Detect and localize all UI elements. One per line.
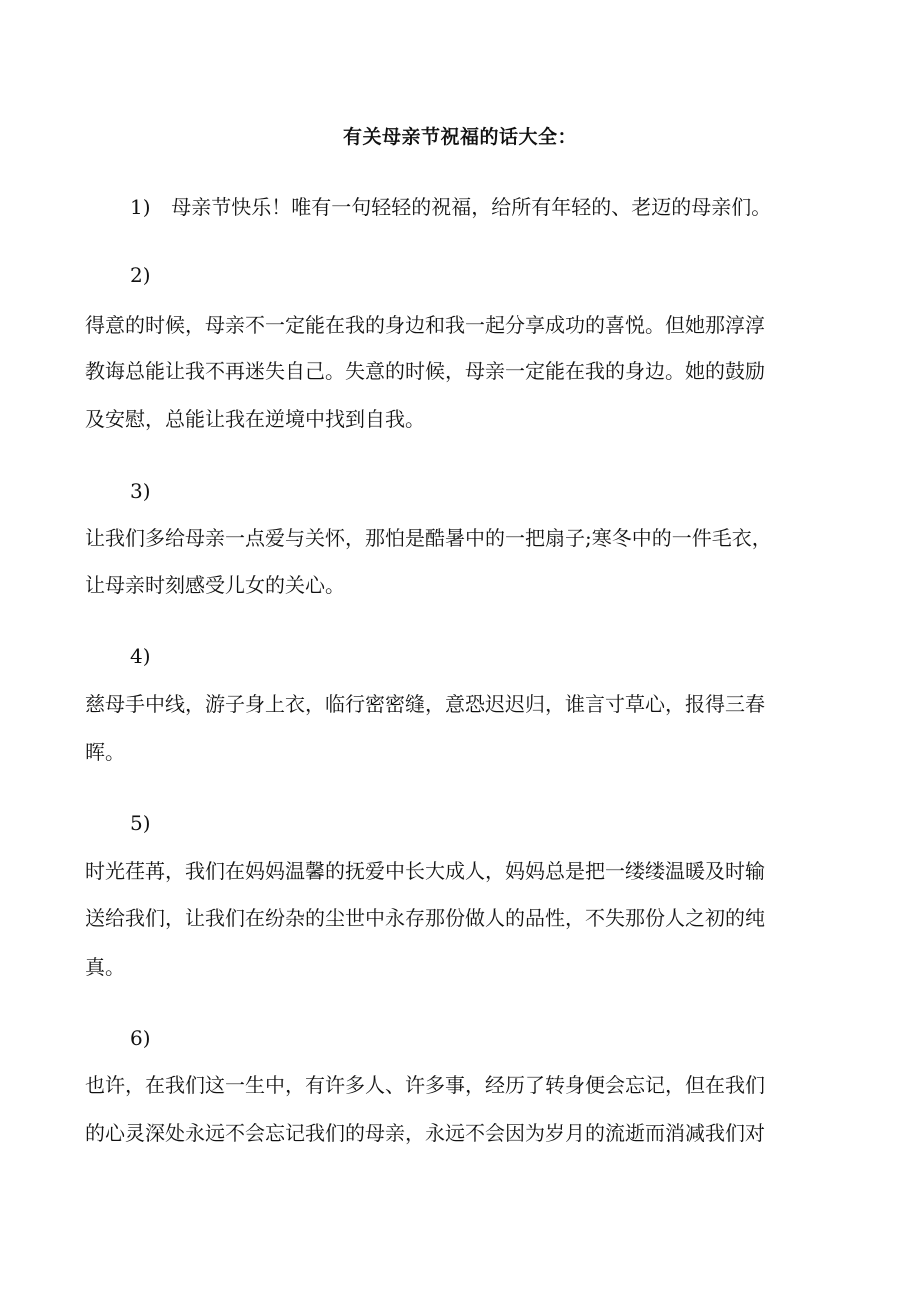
item-3-line-1: 让我们多给母亲一点爱与关怀，那怕是酷暑中的一把扇子;寒冬中的一件毛衣， <box>85 526 772 550</box>
item-2-line-2: 教诲总能让我不再迷失自己。失意的时候，母亲一定能在我的身边。她的鼓励 <box>85 359 765 383</box>
item-6-line-1: 也许，在我们这一生中，有许多人、许多事，经历了转身便会忘记，但在我们 <box>85 1073 765 1097</box>
item-number: 1) <box>130 195 151 219</box>
item-5-line-3: 真。 <box>85 955 125 979</box>
item-number-4: 4) <box>130 644 151 668</box>
item-number-3: 3) <box>130 479 151 503</box>
list-item-1 <box>130 193 771 221</box>
item-3-line-2: 让母亲时刻感受儿女的关心。 <box>85 573 345 597</box>
item-2-line-1: 得意的时候，母亲不一定能在我的身边和我一起分享成功的喜悦。但她那淳淳 <box>85 313 765 337</box>
item-5-line-1: 时光荏苒，我们在妈妈温馨的抚爱中长大成人，妈妈总是把一缕缕温暖及时输 <box>85 859 765 883</box>
item-4-line-1: 慈母手中线，游子身上衣，临行密密缝，意恐迟迟归，谁言寸草心，报得三春 <box>85 692 765 716</box>
item-number-5: 5) <box>130 811 151 835</box>
item-4-line-2: 晖。 <box>85 740 125 764</box>
item-number-6: 6) <box>130 1026 151 1050</box>
item-2-line-3: 及安慰，总能让我在逆境中找到自我。 <box>85 407 425 431</box>
item-5-line-2: 送给我们，让我们在纷杂的尘世中永存那份做人的品性，不失那份人之初的纯 <box>85 906 765 930</box>
item-text-line: 母亲节快乐！唯有一句轻轻的祝福，给所有年轻的、老迈的母亲们。 <box>171 195 772 219</box>
item-6-line-2: 的心灵深处永远不会忘记我们的母亲，永远不会因为岁月的流逝而消减我们对 <box>85 1121 765 1145</box>
item-number-2: 2) <box>130 263 151 287</box>
document-title: 有关母亲节祝福的话大全： <box>342 126 577 148</box>
